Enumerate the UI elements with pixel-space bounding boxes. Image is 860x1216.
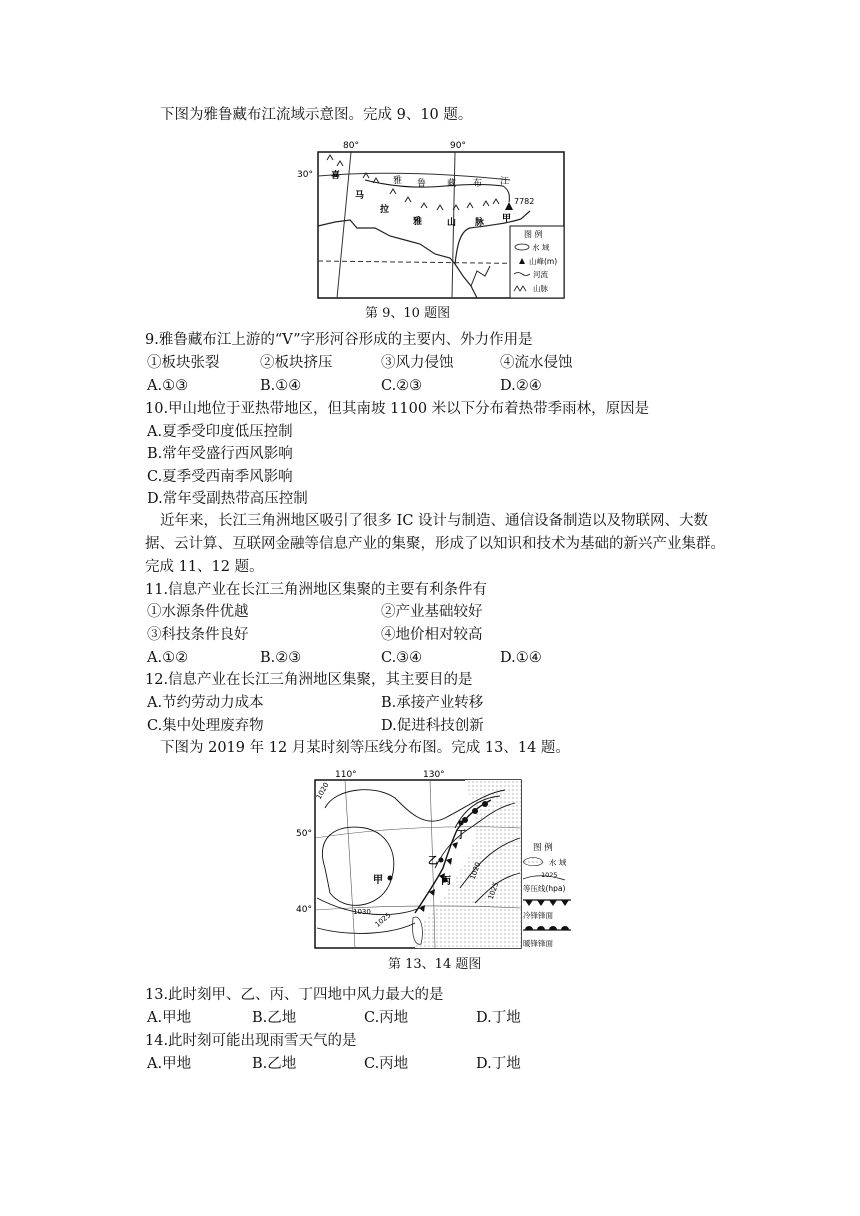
answer-option: C.集中处理废弃物 — [147, 718, 264, 734]
svg-text:山脉: 山脉 — [533, 284, 548, 293]
answer-option: D.促进科技创新 — [381, 718, 484, 734]
passage-line: 完成 11、12 题。 — [145, 559, 264, 575]
place-bing: 丙 — [441, 876, 451, 887]
range-label: 马 — [355, 191, 365, 201]
peak-label: 甲 — [502, 214, 512, 224]
question-stem: 14.此时刻可能出现雨雪天气的是 — [145, 1033, 357, 1049]
lon-label: 90° — [450, 141, 466, 151]
question-stem: 9.雅鲁藏布江上游的“V”字形河谷形成的主要内、外力作用是 — [145, 332, 533, 348]
svg-text:水 域: 水 域 — [532, 243, 550, 252]
lon-label: 80° — [343, 141, 359, 151]
range-label: 脉 — [475, 218, 485, 228]
water-icon — [523, 858, 543, 866]
svg-text:1025: 1025 — [541, 871, 558, 879]
svg-text:水 域: 水 域 — [549, 858, 567, 867]
answer-option: C.③④ — [381, 650, 423, 666]
answer-option: C.②③ — [381, 378, 423, 394]
option-item: ③风力侵蚀 — [381, 355, 454, 371]
river-label: 鲁 — [417, 179, 427, 189]
range-label: 拉 — [380, 205, 390, 215]
option-item: ①板块张裂 — [147, 355, 220, 371]
isobar-label: 1020 — [314, 781, 331, 801]
answer-option: D.丁地 — [476, 1056, 521, 1072]
option-item: ②板块挤压 — [260, 355, 333, 371]
option-item: ④地价相对较高 — [381, 627, 483, 643]
answer-option: A.①③ — [147, 378, 189, 394]
river-label: 布 — [473, 179, 483, 189]
cold-front-icon — [525, 900, 569, 906]
option-item: ③科技条件良好 — [147, 627, 249, 643]
isobar-map — [295, 768, 589, 952]
answer-option: C.丙地 — [364, 1056, 409, 1072]
answer-option: A.甲地 — [147, 1010, 192, 1026]
lon-label: 110° — [335, 770, 357, 780]
place-yi: 乙 — [428, 856, 438, 867]
lat-label: 30° — [297, 170, 313, 180]
svg-text:冷锋锋面: 冷锋锋面 — [523, 911, 553, 920]
range-label: 山 — [447, 218, 457, 228]
answer-option: B.承接产业转移 — [381, 695, 484, 711]
svg-text:山峰(m): 山峰(m) — [529, 257, 558, 266]
answer-option: D.常年受副热带高压控制 — [147, 491, 308, 507]
question-stem: 11.信息产业在长江三角洲地区集聚的主要有利条件有 — [145, 582, 488, 598]
intro-13-14: 下图为 2019 年 12 月某时刻等压线分布图。完成 13、14 题。 — [160, 740, 570, 756]
isobar-label: 1030 — [353, 908, 371, 916]
answer-option: D.②④ — [500, 378, 542, 394]
passage-line: 据、云计算、互联网金融等信息产业的集聚，形成了以知识和技术为基础的新兴产业集群。 — [145, 536, 725, 552]
river-label: 江 — [500, 177, 510, 187]
isobar-label: 1020 — [468, 861, 483, 881]
svg-text:暖锋锋面: 暖锋锋面 — [523, 939, 553, 948]
answer-option: D.①④ — [500, 650, 542, 666]
place-ding: 丁 — [456, 830, 466, 841]
answer-option: A.甲地 — [147, 1056, 192, 1072]
lat-label: 40° — [296, 905, 312, 915]
legend-title: 图 例 — [533, 843, 553, 853]
range-label: 雅 — [413, 217, 423, 227]
range-label: 喜 — [331, 171, 341, 181]
lon-label: 130° — [423, 770, 445, 780]
answer-option: B.乙地 — [252, 1010, 297, 1026]
legend-title: 图 例 — [524, 230, 543, 239]
question-stem: 12.信息产业在长江三角洲地区集聚，其主要目的是 — [145, 672, 473, 688]
question-stem: 10.甲山地位于亚热带地区，但其南坡 1100 米以下分布着热带季雨林，原因是 — [145, 401, 650, 417]
isobar-label: 1025 — [486, 881, 501, 901]
answer-option: A.夏季受印度低压控制 — [147, 424, 293, 440]
place-jia: 甲 — [373, 875, 383, 886]
figure-caption: 第 13、14 题图 — [388, 957, 482, 972]
yarlung-map — [295, 136, 570, 304]
option-item: ①水源条件优越 — [147, 604, 249, 620]
answer-option: B.常年受盛行西风影响 — [147, 446, 293, 462]
peak-elevation: 7782 — [514, 197, 535, 206]
question-stem: 13.此时刻甲、乙、丙、丁四地中风力最大的是 — [145, 987, 444, 1003]
answer-option: D.丁地 — [476, 1010, 521, 1026]
answer-option: B.②③ — [260, 650, 302, 666]
answer-option: B.乙地 — [252, 1056, 297, 1072]
intro-9-10: 下图为雅鲁藏布江流域示意图。完成 9、10 题。 — [160, 107, 473, 123]
figure-caption: 第 9、10 题图 — [365, 306, 451, 321]
answer-option: A.①② — [147, 650, 189, 666]
answer-option: C.夏季受西南季风影响 — [147, 469, 293, 485]
answer-option: B.①④ — [260, 378, 302, 394]
river-label: 藏 — [447, 179, 457, 189]
svg-text:等压线(hpa): 等压线(hpa) — [523, 884, 566, 893]
lat-label: 50° — [296, 829, 312, 839]
answer-option: A.节约劳动力成本 — [147, 695, 264, 711]
option-item: ②产业基础较好 — [381, 604, 483, 620]
river-label: 雅 — [393, 176, 403, 186]
option-item: ④流水侵蚀 — [500, 355, 573, 371]
isobar-label: 1025 — [373, 911, 393, 929]
passage-line: 近年来，长江三角洲地区吸引了很多 IC 设计与制造、通信设备制造以及物联网、大数 — [160, 513, 709, 529]
answer-option: C.丙地 — [364, 1010, 409, 1026]
svg-text:河流: 河流 — [533, 270, 548, 279]
